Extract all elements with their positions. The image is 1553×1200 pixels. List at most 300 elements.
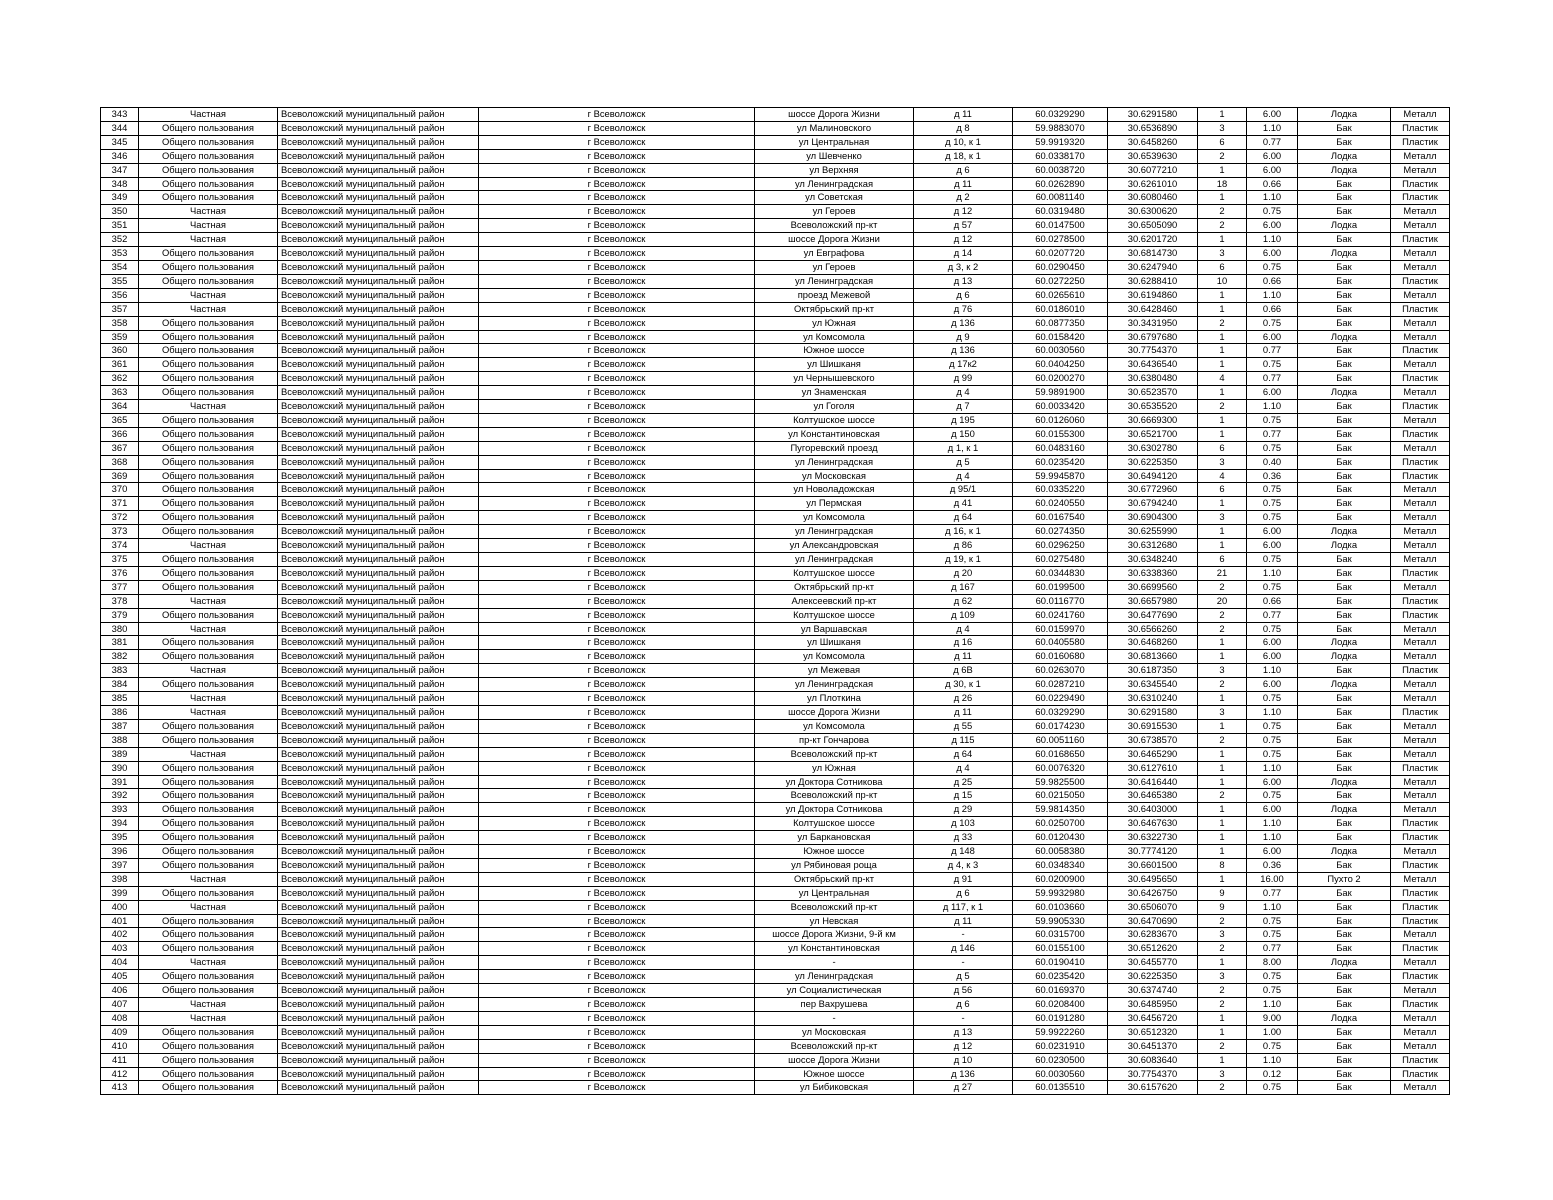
cell-house: д 109 (914, 608, 1013, 622)
cell-volume: 0.66 (1247, 274, 1298, 288)
cell-container-type: Бак (1298, 705, 1391, 719)
cell-material: Пластик (1391, 233, 1450, 247)
cell-container-count: 1 (1198, 1053, 1247, 1067)
cell-longitude: 30.6338360 (1108, 566, 1198, 580)
table-row (101, 761, 1450, 775)
cell-street: ул Пермская (755, 497, 914, 511)
cell-street: ул Бибиковская (755, 1081, 914, 1095)
cell-container-count: 1 (1198, 692, 1247, 706)
cell-street: шоссе Дорога Жизни, 9-й км (755, 928, 914, 942)
cell-district: Всеволожский муниципальный район (278, 872, 479, 886)
cell-district: Всеволожский муниципальный район (278, 497, 479, 511)
cell-street: ул Малиновского (755, 121, 914, 135)
cell-city: г Всеволожск (479, 274, 755, 288)
cell-house: д 13 (914, 274, 1013, 288)
cell-volume: 6.00 (1247, 149, 1298, 163)
table-row (101, 622, 1450, 636)
cell-house: д 56 (914, 984, 1013, 998)
cell-house: д 11 (914, 108, 1013, 122)
cell-container-type: Лодка (1298, 219, 1391, 233)
cell-house: д 19, к 1 (914, 553, 1013, 567)
cell-house: д 16 (914, 636, 1013, 650)
cell-latitude: 60.0174230 (1013, 719, 1108, 733)
cell-ownership: Общего пользования (139, 274, 278, 288)
cell-volume: 0.75 (1247, 441, 1298, 455)
cell-row-number: 388 (101, 733, 139, 747)
cell-latitude: 60.0168650 (1013, 747, 1108, 761)
cell-row-number: 412 (101, 1067, 139, 1081)
cell-container-count: 1 (1198, 358, 1247, 372)
cell-longitude: 30.6797680 (1108, 330, 1198, 344)
cell-house: д 12 (914, 233, 1013, 247)
cell-material: Металл (1391, 789, 1450, 803)
cell-volume: 1.10 (1247, 817, 1298, 831)
cell-ownership: Частная (139, 664, 278, 678)
cell-container-type: Бак (1298, 233, 1391, 247)
cell-street: Алексеевский пр-кт (755, 594, 914, 608)
table-row (101, 775, 1450, 789)
table-row (101, 705, 1450, 719)
cell-container-type: Бак (1298, 483, 1391, 497)
table-row (101, 1025, 1450, 1039)
cell-container-type: Бак (1298, 191, 1391, 205)
cell-container-type: Бак (1298, 886, 1391, 900)
cell-ownership: Общего пользования (139, 483, 278, 497)
cell-ownership: Общего пользования (139, 1053, 278, 1067)
cell-volume: 0.75 (1247, 316, 1298, 330)
cell-longitude: 30.6300620 (1108, 205, 1198, 219)
cell-row-number: 383 (101, 664, 139, 678)
cell-ownership: Общего пользования (139, 858, 278, 872)
table-row (101, 914, 1450, 928)
cell-volume: 0.75 (1247, 914, 1298, 928)
cell-container-count: 2 (1198, 205, 1247, 219)
cell-longitude: 30.6904300 (1108, 511, 1198, 525)
cell-material: Металл (1391, 803, 1450, 817)
cell-container-type: Бак (1298, 1067, 1391, 1081)
cell-material: Металл (1391, 1011, 1450, 1025)
cell-container-type: Бак (1298, 747, 1391, 761)
cell-material: Металл (1391, 497, 1450, 511)
cell-row-number: 355 (101, 274, 139, 288)
cell-row-number: 389 (101, 747, 139, 761)
cell-longitude: 30.7754370 (1108, 344, 1198, 358)
cell-street: ул Чернышевского (755, 372, 914, 386)
cell-district: Всеволожский муниципальный район (278, 970, 479, 984)
cell-container-count: 3 (1198, 928, 1247, 942)
cell-container-type: Лодка (1298, 386, 1391, 400)
cell-street: Южное шоссе (755, 1067, 914, 1081)
cell-material: Металл (1391, 956, 1450, 970)
cell-district: Всеволожский муниципальный район (278, 205, 479, 219)
cell-material: Металл (1391, 219, 1450, 233)
cell-longitude: 30.6467630 (1108, 817, 1198, 831)
cell-city: г Всеволожск (479, 260, 755, 274)
cell-street: ул Шишканя (755, 358, 914, 372)
cell-district: Всеволожский муниципальный район (278, 956, 479, 970)
cell-house: д 62 (914, 594, 1013, 608)
cell-longitude: 30.6225350 (1108, 970, 1198, 984)
cell-material: Пластик (1391, 274, 1450, 288)
cell-house: д 6 (914, 288, 1013, 302)
cell-district: Всеволожский муниципальный район (278, 650, 479, 664)
cell-city: г Всеволожск (479, 1067, 755, 1081)
cell-longitude: 30.3431950 (1108, 316, 1198, 330)
cell-house: д 6В (914, 664, 1013, 678)
cell-latitude: 60.0235420 (1013, 970, 1108, 984)
cell-district: Всеволожский муниципальный район (278, 511, 479, 525)
cell-container-type: Бак (1298, 789, 1391, 803)
cell-longitude: 30.6468260 (1108, 636, 1198, 650)
cell-city: г Всеволожск (479, 121, 755, 135)
cell-longitude: 30.6601500 (1108, 858, 1198, 872)
cell-house: д 99 (914, 372, 1013, 386)
cell-volume: 0.36 (1247, 469, 1298, 483)
cell-row-number: 357 (101, 302, 139, 316)
cell-row-number: 364 (101, 400, 139, 414)
cell-ownership: Частная (139, 302, 278, 316)
cell-material: Металл (1391, 733, 1450, 747)
table-row (101, 330, 1450, 344)
cell-volume: 6.00 (1247, 386, 1298, 400)
cell-container-count: 6 (1198, 441, 1247, 455)
cell-container-type: Бак (1298, 984, 1391, 998)
cell-district: Всеволожский муниципальный район (278, 330, 479, 344)
cell-container-type: Бак (1298, 998, 1391, 1012)
table-row (101, 163, 1450, 177)
cell-longitude: 30.6535520 (1108, 400, 1198, 414)
cell-container-count: 2 (1198, 984, 1247, 998)
cell-ownership: Частная (139, 205, 278, 219)
cell-longitude: 30.6505090 (1108, 219, 1198, 233)
cell-material: Пластик (1391, 427, 1450, 441)
cell-street: ул Знаменская (755, 386, 914, 400)
cell-street: Октябрьский пр-кт (755, 872, 914, 886)
cell-volume: 6.00 (1247, 636, 1298, 650)
cell-street: Всеволожский пр-кт (755, 900, 914, 914)
cell-volume: 0.75 (1247, 580, 1298, 594)
cell-house: д 11 (914, 177, 1013, 191)
cell-volume: 6.00 (1247, 845, 1298, 859)
cell-city: г Всеволожск (479, 803, 755, 817)
cell-row-number: 366 (101, 427, 139, 441)
table-body (101, 108, 1450, 1095)
table-row (101, 149, 1450, 163)
cell-district: Всеволожский муниципальный район (278, 900, 479, 914)
cell-latitude: 60.0207720 (1013, 247, 1108, 261)
cell-ownership: Общего пользования (139, 163, 278, 177)
cell-house: д 33 (914, 831, 1013, 845)
cell-house: д 18, к 1 (914, 149, 1013, 163)
cell-longitude: 30.6458260 (1108, 135, 1198, 149)
cell-longitude: 30.6536890 (1108, 121, 1198, 135)
cell-row-number: 390 (101, 761, 139, 775)
cell-longitude: 30.6348240 (1108, 553, 1198, 567)
cell-container-count: 3 (1198, 705, 1247, 719)
cell-volume: 1.10 (1247, 761, 1298, 775)
table-row (101, 928, 1450, 942)
cell-longitude: 30.6436540 (1108, 358, 1198, 372)
cell-latitude: 60.0147500 (1013, 219, 1108, 233)
cell-city: г Всеволожск (479, 1039, 755, 1053)
cell-volume: 1.10 (1247, 998, 1298, 1012)
cell-longitude: 30.6772960 (1108, 483, 1198, 497)
cell-row-number: 379 (101, 608, 139, 622)
table-row (101, 1011, 1450, 1025)
cell-container-count: 1 (1198, 817, 1247, 831)
cell-material: Металл (1391, 525, 1450, 539)
cell-district: Всеволожский муниципальный район (278, 817, 479, 831)
cell-row-number: 343 (101, 108, 139, 122)
cell-volume: 0.75 (1247, 747, 1298, 761)
cell-district: Всеволожский муниципальный район (278, 483, 479, 497)
cell-house: д 95/1 (914, 483, 1013, 497)
cell-volume: 1.10 (1247, 705, 1298, 719)
cell-material: Металл (1391, 678, 1450, 692)
cell-longitude: 30.6080460 (1108, 191, 1198, 205)
table-row (101, 288, 1450, 302)
cell-ownership: Частная (139, 705, 278, 719)
cell-district: Всеволожский муниципальный район (278, 260, 479, 274)
cell-container-count: 1 (1198, 427, 1247, 441)
cell-district: Всеволожский муниципальный район (278, 108, 479, 122)
cell-container-type: Лодка (1298, 845, 1391, 859)
cell-container-type: Бак (1298, 135, 1391, 149)
cell-row-number: 372 (101, 511, 139, 525)
cell-ownership: Общего пользования (139, 247, 278, 261)
cell-district: Всеволожский муниципальный район (278, 566, 479, 580)
cell-house: д 136 (914, 344, 1013, 358)
cell-house: д 14 (914, 247, 1013, 261)
cell-city: г Всеволожск (479, 900, 755, 914)
cell-city: г Всеволожск (479, 817, 755, 831)
cell-material: Металл (1391, 1025, 1450, 1039)
cell-material: Пластик (1391, 705, 1450, 719)
cell-city: г Всеволожск (479, 163, 755, 177)
cell-row-number: 346 (101, 149, 139, 163)
cell-district: Всеволожский муниципальный район (278, 400, 479, 414)
cell-house: д 10 (914, 1053, 1013, 1067)
cell-container-type: Бак (1298, 358, 1391, 372)
cell-city: г Всеволожск (479, 233, 755, 247)
cell-city: г Всеволожск (479, 636, 755, 650)
cell-street: ул Ленинградская (755, 455, 914, 469)
cell-street: проезд Межевой (755, 288, 914, 302)
cell-street: Колтушское шоссе (755, 608, 914, 622)
cell-city: г Всеволожск (479, 358, 755, 372)
table-row (101, 998, 1450, 1012)
cell-container-count: 1 (1198, 761, 1247, 775)
cell-container-type: Бак (1298, 580, 1391, 594)
cell-district: Всеволожский муниципальный район (278, 525, 479, 539)
cell-district: Всеволожский муниципальный район (278, 845, 479, 859)
cell-row-number: 409 (101, 1025, 139, 1039)
cell-volume: 0.77 (1247, 608, 1298, 622)
cell-material: Пластик (1391, 455, 1450, 469)
cell-row-number: 344 (101, 121, 139, 135)
cell-volume: 1.10 (1247, 900, 1298, 914)
cell-longitude: 30.6403000 (1108, 803, 1198, 817)
cell-street: ул Плоткина (755, 692, 914, 706)
cell-latitude: 60.0265610 (1013, 288, 1108, 302)
cell-city: г Всеволожск (479, 664, 755, 678)
cell-district: Всеволожский муниципальный район (278, 664, 479, 678)
cell-street: ул Гоголя (755, 400, 914, 414)
table-row (101, 358, 1450, 372)
cell-container-count: 2 (1198, 789, 1247, 803)
cell-row-number: 402 (101, 928, 139, 942)
cell-volume: 1.10 (1247, 1053, 1298, 1067)
cell-street: ул Константиновская (755, 942, 914, 956)
table-row (101, 831, 1450, 845)
table-row (101, 413, 1450, 427)
cell-volume: 0.75 (1247, 511, 1298, 525)
cell-street: Колтушское шоссе (755, 566, 914, 580)
cell-street: ул Варшавская (755, 622, 914, 636)
cell-latitude: 60.0275480 (1013, 553, 1108, 567)
cell-district: Всеволожский муниципальный район (278, 344, 479, 358)
cell-city: г Всеволожск (479, 775, 755, 789)
cell-city: г Всеволожск (479, 733, 755, 747)
cell-container-count: 1 (1198, 163, 1247, 177)
cell-street: ул Комсомола (755, 719, 914, 733)
cell-row-number: 360 (101, 344, 139, 358)
cell-latitude: 60.0230500 (1013, 1053, 1108, 1067)
cell-volume: 6.00 (1247, 775, 1298, 789)
cell-container-type: Лодка (1298, 149, 1391, 163)
cell-house: д 11 (914, 650, 1013, 664)
cell-container-count: 3 (1198, 121, 1247, 135)
table-row (101, 594, 1450, 608)
cell-row-number: 353 (101, 247, 139, 261)
cell-house: д 167 (914, 580, 1013, 594)
cell-container-count: 8 (1198, 858, 1247, 872)
cell-city: г Всеволожск (479, 511, 755, 525)
cell-city: г Всеволожск (479, 845, 755, 859)
cell-latitude: 59.9919320 (1013, 135, 1108, 149)
cell-latitude: 60.0120430 (1013, 831, 1108, 845)
cell-volume: 0.66 (1247, 594, 1298, 608)
cell-row-number: 405 (101, 970, 139, 984)
cell-container-count: 3 (1198, 247, 1247, 261)
cell-house: д 64 (914, 747, 1013, 761)
cell-volume: 9.00 (1247, 1011, 1298, 1025)
cell-row-number: 385 (101, 692, 139, 706)
cell-material: Пластик (1391, 831, 1450, 845)
cell-house: д 148 (914, 845, 1013, 859)
cell-volume: 6.00 (1247, 678, 1298, 692)
cell-row-number: 404 (101, 956, 139, 970)
table-row (101, 247, 1450, 261)
cell-container-type: Бак (1298, 455, 1391, 469)
cell-volume: 0.75 (1247, 789, 1298, 803)
cell-longitude: 30.6539630 (1108, 149, 1198, 163)
cell-container-count: 1 (1198, 539, 1247, 553)
cell-container-count: 4 (1198, 469, 1247, 483)
cell-row-number: 373 (101, 525, 139, 539)
cell-material: Пластик (1391, 1053, 1450, 1067)
cell-city: г Всеволожск (479, 302, 755, 316)
cell-house: д 10, к 1 (914, 135, 1013, 149)
cell-longitude: 30.6157620 (1108, 1081, 1198, 1095)
cell-volume: 0.75 (1247, 1039, 1298, 1053)
cell-latitude: 60.0200900 (1013, 872, 1108, 886)
cell-material: Пластик (1391, 400, 1450, 414)
table-row (101, 872, 1450, 886)
cell-district: Всеволожский муниципальный район (278, 372, 479, 386)
cell-district: Всеволожский муниципальный район (278, 692, 479, 706)
cell-container-count: 1 (1198, 302, 1247, 316)
cell-latitude: 60.0229490 (1013, 692, 1108, 706)
cell-house: - (914, 928, 1013, 942)
cell-latitude: 60.0315700 (1013, 928, 1108, 942)
cell-city: г Всеволожск (479, 580, 755, 594)
cell-container-type: Бак (1298, 427, 1391, 441)
cell-volume: 6.00 (1247, 219, 1298, 233)
cell-latitude: 60.0167540 (1013, 511, 1108, 525)
cell-row-number: 352 (101, 233, 139, 247)
cell-ownership: Общего пользования (139, 177, 278, 191)
cell-material: Пластик (1391, 566, 1450, 580)
cell-longitude: 30.6187350 (1108, 664, 1198, 678)
cell-volume: 0.77 (1247, 942, 1298, 956)
cell-container-type: Лодка (1298, 525, 1391, 539)
cell-longitude: 30.6521700 (1108, 427, 1198, 441)
cell-city: г Всеволожск (479, 914, 755, 928)
cell-city: г Всеволожск (479, 678, 755, 692)
cell-latitude: 60.0344830 (1013, 566, 1108, 580)
cell-latitude: 60.0158420 (1013, 330, 1108, 344)
cell-city: г Всеволожск (479, 539, 755, 553)
cell-container-count: 1 (1198, 831, 1247, 845)
table-row (101, 260, 1450, 274)
cell-material: Металл (1391, 984, 1450, 998)
cell-container-type: Бак (1298, 288, 1391, 302)
cell-longitude: 30.6485950 (1108, 998, 1198, 1012)
cell-container-type: Бак (1298, 302, 1391, 316)
cell-material: Пластик (1391, 858, 1450, 872)
cell-house: д 86 (914, 539, 1013, 553)
cell-district: Всеволожский муниципальный район (278, 121, 479, 135)
cell-city: г Всеволожск (479, 858, 755, 872)
cell-city: г Всеволожск (479, 1025, 755, 1039)
cell-longitude: 30.6814730 (1108, 247, 1198, 261)
cell-district: Всеволожский муниципальный район (278, 316, 479, 330)
cell-container-count: 1 (1198, 775, 1247, 789)
cell-house: д 6 (914, 998, 1013, 1012)
cell-container-count: 2 (1198, 914, 1247, 928)
cell-latitude: 60.0159970 (1013, 622, 1108, 636)
table-row (101, 803, 1450, 817)
cell-material: Металл (1391, 580, 1450, 594)
cell-ownership: Общего пользования (139, 970, 278, 984)
cell-row-number: 370 (101, 483, 139, 497)
cell-container-type: Лодка (1298, 956, 1391, 970)
cell-city: г Всеволожск (479, 344, 755, 358)
cell-longitude: 30.6083640 (1108, 1053, 1198, 1067)
cell-material: Металл (1391, 358, 1450, 372)
cell-latitude: 60.0103660 (1013, 900, 1108, 914)
cell-city: г Всеволожск (479, 205, 755, 219)
table-row (101, 205, 1450, 219)
cell-row-number: 361 (101, 358, 139, 372)
cell-container-type: Бак (1298, 121, 1391, 135)
cell-latitude: 60.0160680 (1013, 650, 1108, 664)
cell-row-number: 359 (101, 330, 139, 344)
cell-latitude: 60.0186010 (1013, 302, 1108, 316)
cell-house: д 30, к 1 (914, 678, 1013, 692)
cell-longitude: 30.6225350 (1108, 455, 1198, 469)
